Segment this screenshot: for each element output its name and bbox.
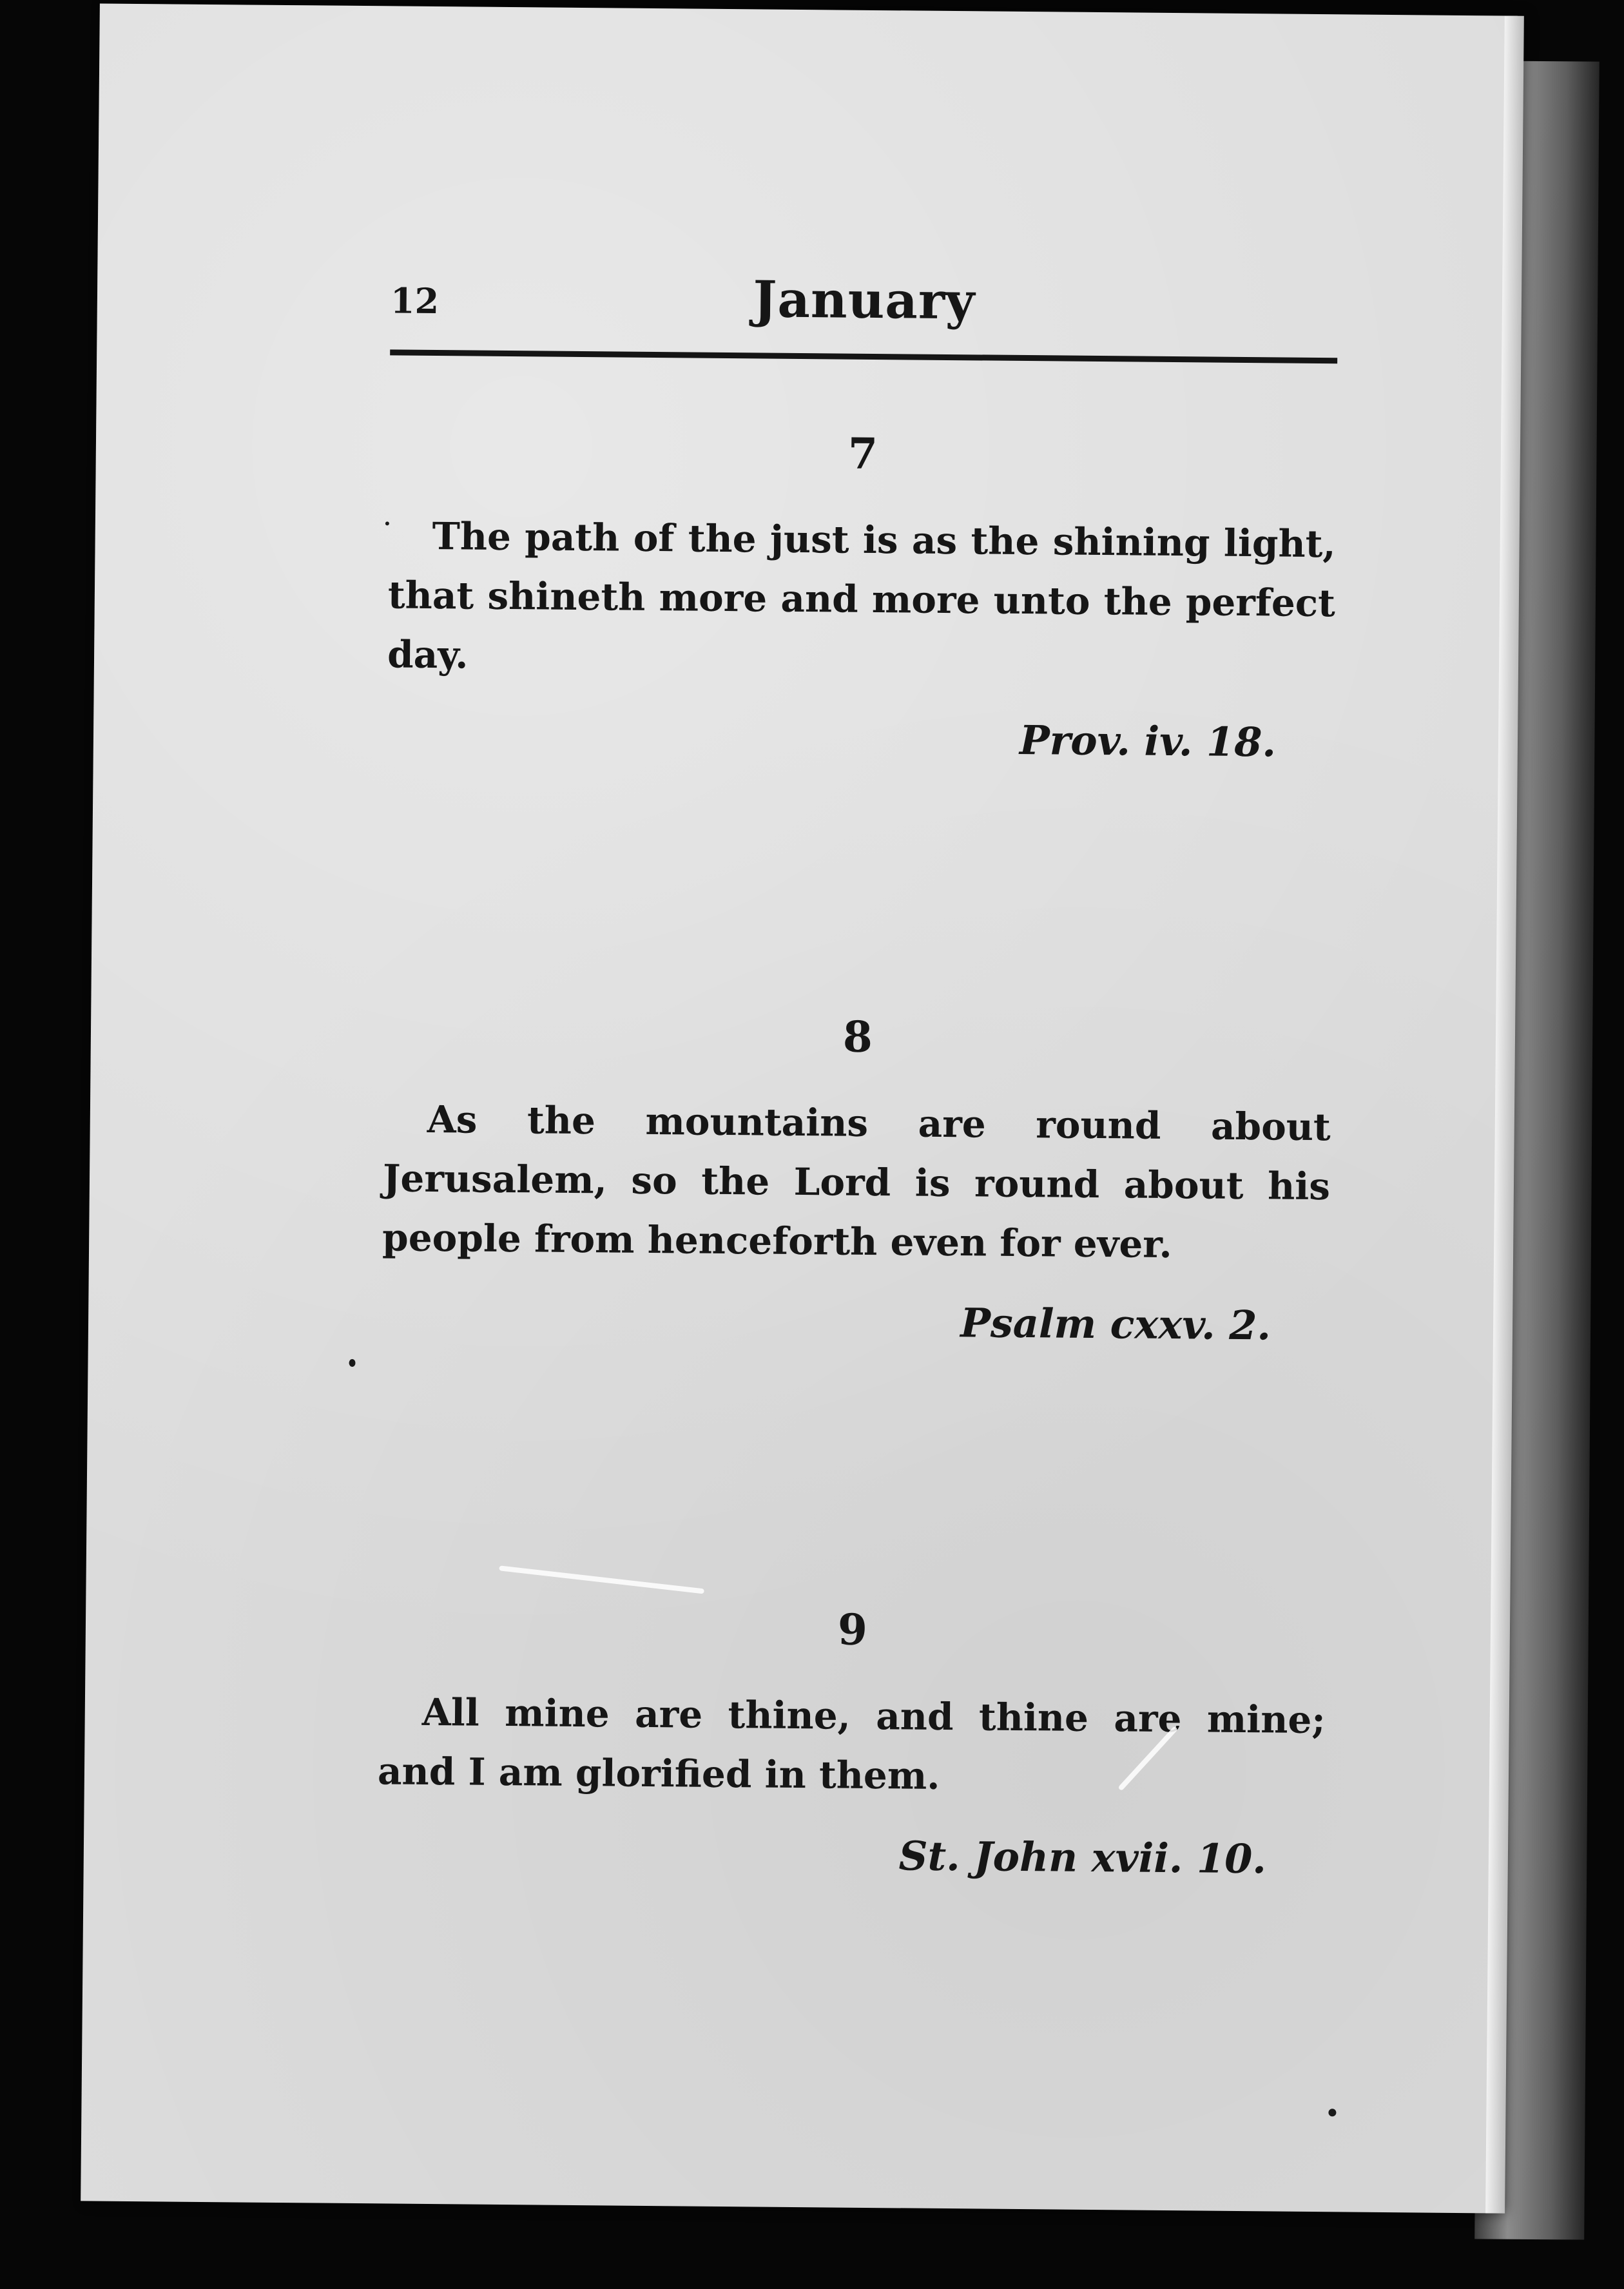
verse-text: As the mountains are round about Jerusalem, so the Lord is round about his people from henceforth even for ever. — [382, 1097, 1331, 1267]
verse-text: The path of the just is as the shining light, that shineth more and more unto the perfect day. — [387, 514, 1336, 677]
scripture-citation: St. John xvii. 10. — [898, 1832, 1267, 1883]
book-page — [81, 3, 1518, 2213]
header-rule — [390, 349, 1337, 363]
day-number: 8 — [842, 1011, 873, 1062]
verse-text: All mine are thine, and thine are mine; and I am glorified in them. — [377, 1690, 1326, 1798]
daily-entry-9 — [377, 1604, 1327, 1883]
scripture-citation: Prov. iv. 18. — [1019, 716, 1277, 766]
daily-entry-8 — [382, 1011, 1331, 1349]
dust-speck — [349, 1359, 355, 1367]
film-scratch — [499, 1565, 704, 1594]
scripture-citation: Psalm cxxv. 2. — [960, 1299, 1271, 1349]
dust-speck — [1328, 2109, 1336, 2116]
running-head-month: January — [753, 270, 976, 331]
page-number: 12 — [390, 280, 440, 322]
dust-speck — [385, 521, 389, 525]
daily-entry-7 — [387, 428, 1337, 766]
day-number: 9 — [837, 1604, 868, 1655]
page-header — [390, 267, 1338, 372]
day-number: 7 — [847, 428, 878, 479]
